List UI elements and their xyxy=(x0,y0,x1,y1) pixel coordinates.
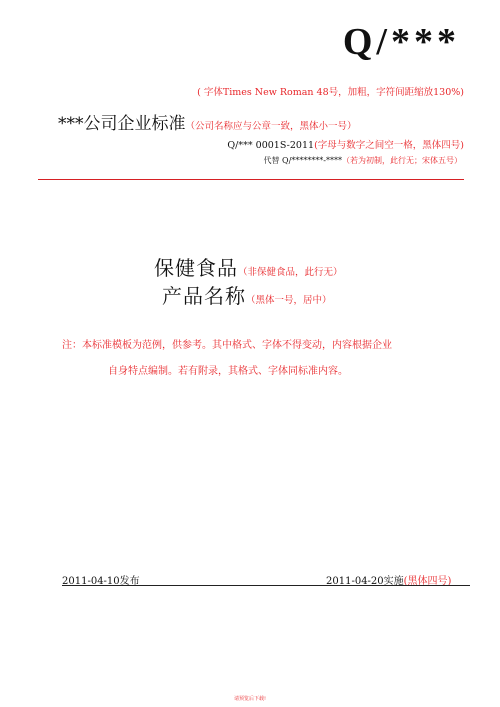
title-line-2 xyxy=(162,280,332,309)
company-note: （公司名称应与公章一致，黑体小一号） xyxy=(185,121,357,132)
replaces-line xyxy=(264,155,463,166)
standard-code-note: ( 字体Times New Roman 48号，加粗，字符间距缩放130%) xyxy=(197,87,464,98)
replaces-text: 代替 Q/********-**** xyxy=(263,156,342,165)
remark-line-2: 自身特点编制。若有附录，其格式、字体同标准内容。 xyxy=(108,366,348,377)
effective-note: (黑体四号) xyxy=(403,576,452,587)
title-line-1-note: （非保健食品，此行无） xyxy=(238,267,343,278)
footer-divider xyxy=(62,585,470,586)
download-hint: 请预览后下载! xyxy=(233,696,266,702)
standard-code: Q/*** xyxy=(342,21,460,63)
issue-label: 发布 xyxy=(119,576,140,587)
company-standard-line xyxy=(58,109,357,134)
company-standard: ***公司企业标准 xyxy=(58,114,186,134)
replaces-note: （若为初制，此行无；宋体五号） xyxy=(342,156,462,165)
header-divider xyxy=(38,179,464,180)
standard-number-note: (字母与数字之间空一格，黑体四号) xyxy=(314,140,464,151)
standard-number: Q/*** 0001S-2011 xyxy=(227,140,315,151)
issue-date: 2011-04-10 xyxy=(62,576,120,587)
title-line-2-note: （黑体一号，居中） xyxy=(246,295,332,306)
standard-number-line xyxy=(227,137,464,151)
remark-line-1: 注：本标准模板为范例，供参考。其中格式、字体不得变动，内容根据企业 xyxy=(62,340,392,351)
effective-date: 2011-04-20 xyxy=(326,576,384,587)
health-food-title: 保健食品 xyxy=(154,256,238,280)
product-name-title: 产品名称 xyxy=(162,284,246,308)
effective-label: 实施 xyxy=(383,576,404,587)
title-line-1 xyxy=(154,252,343,281)
